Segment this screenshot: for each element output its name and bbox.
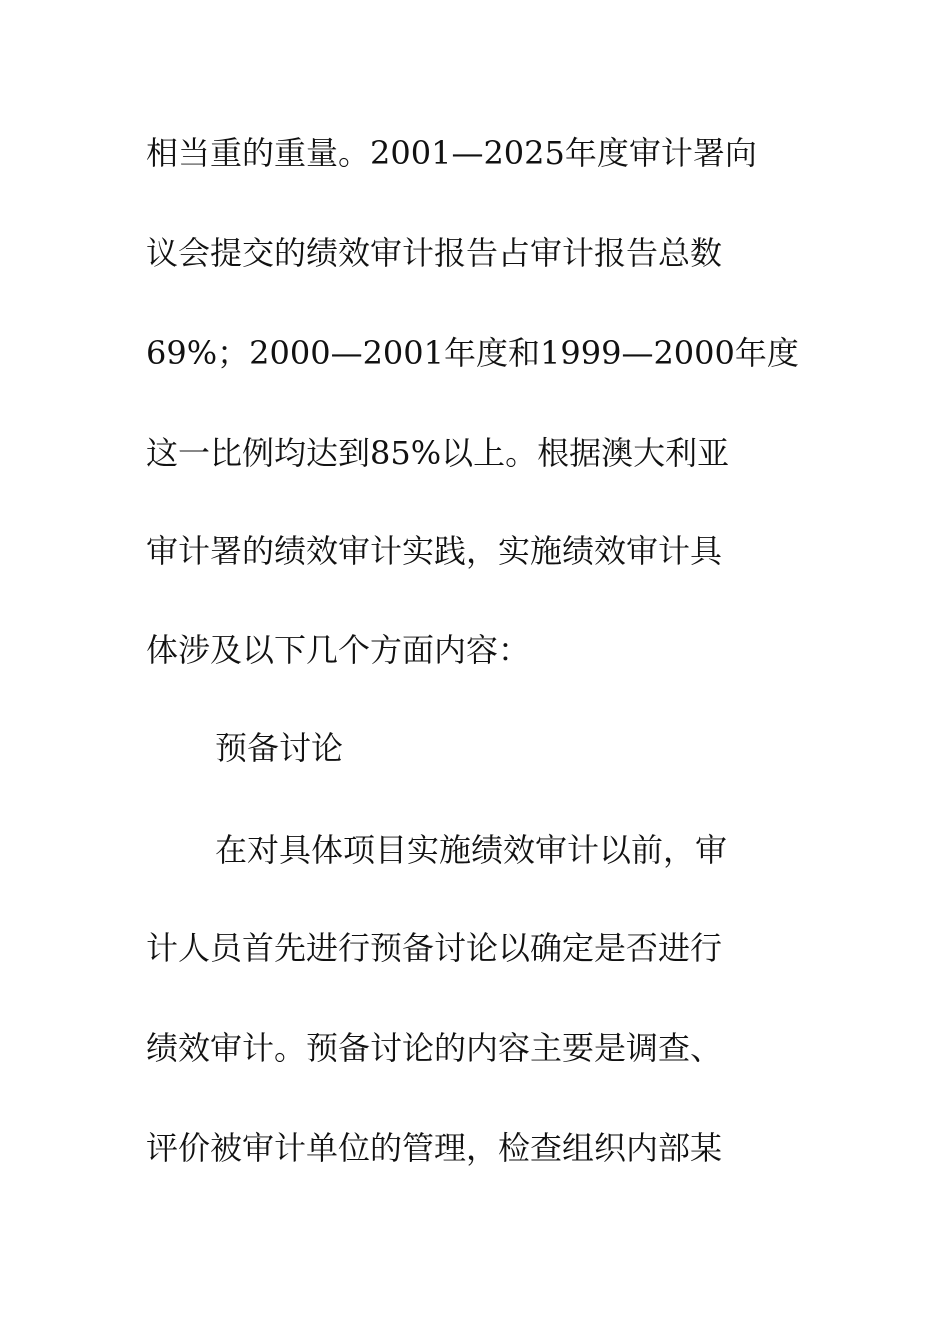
section-heading: 预备讨论 [215, 729, 344, 767]
body-text-line: 绩效审计。预备讨论的内容主要是调查、 [146, 1029, 723, 1067]
body-text-line: 体涉及以下几个方面内容： [146, 631, 531, 669]
body-text-line: 在对具体项目实施绩效审计以前，审 [215, 831, 728, 869]
body-text-line: 评价被审计单位的管理，检查组织内部某 [146, 1129, 723, 1167]
body-text-line: 69%；2000—2001年度和1999—2000年度 [146, 334, 799, 372]
body-text-line: 议会提交的绩效审计报告占审计报告总数 [146, 234, 723, 272]
body-text-line: 计人员首先进行预备讨论以确定是否进行 [146, 929, 723, 967]
body-text-line: 审计署的绩效审计实践，实施绩效审计具 [146, 532, 723, 570]
body-text-line: 相当重的重量。2001—2025年度审计署向 [146, 134, 757, 172]
body-text-line: 这一比例均达到85%以上。根据澳大利亚 [146, 434, 730, 472]
